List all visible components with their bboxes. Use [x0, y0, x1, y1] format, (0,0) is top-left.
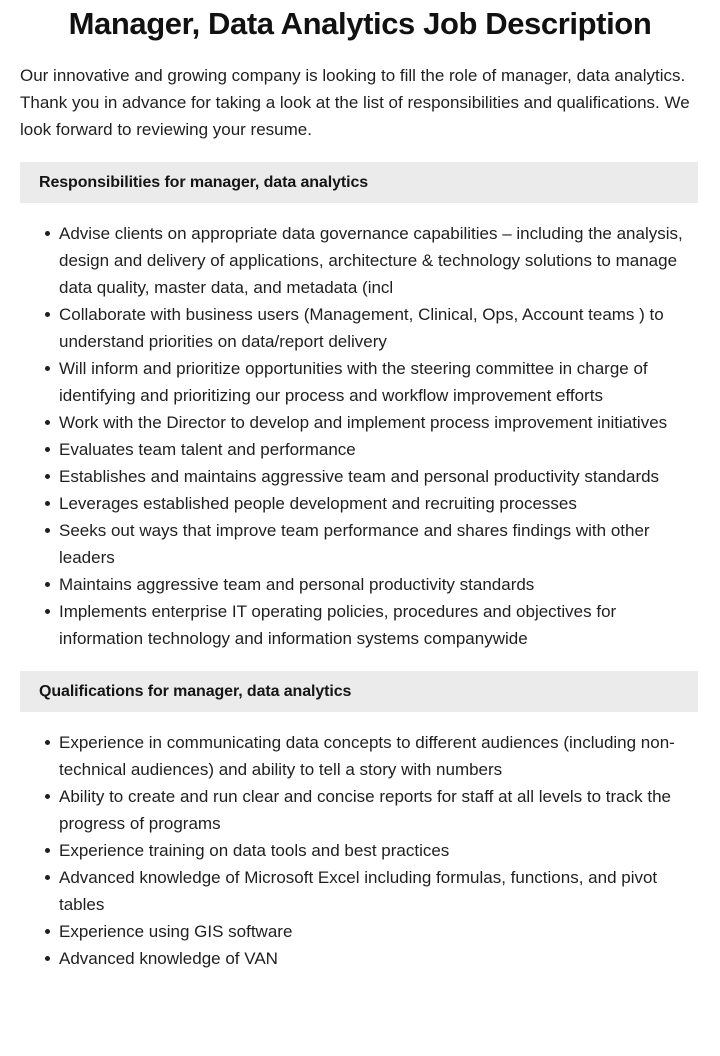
list-item: Work with the Director to develop and implement process improvement initiatives — [20, 409, 698, 436]
list-item: Advanced knowledge of VAN — [20, 945, 698, 972]
page-title: Manager, Data Analytics Job Description — [68, 6, 652, 41]
section-header-responsibilities — [20, 162, 698, 203]
list-item: Evaluates team talent and performance — [20, 436, 698, 463]
list-item: Seeks out ways that improve team performance and shares findings with other leaders — [20, 517, 698, 571]
qualifications-list — [0, 712, 720, 972]
intro-paragraph: Our innovative and growing company is looking to fill the role of manager, data analytics. Thank you in advance for taking a look at the list of responsibilities and qualifications. We look forward to reviewing your resume. — [20, 66, 690, 139]
section-heading-label: Responsibilities for manager, data analytics — [39, 173, 369, 191]
section-responsibilities — [0, 162, 720, 652]
section-heading-label: Qualifications for manager, data analytics — [39, 682, 352, 700]
list-item: Leverages established people development and recruiting processes — [20, 490, 698, 517]
list-item: Experience using GIS software — [20, 918, 698, 945]
list-item: Establishes and maintains aggressive team and personal productivity standards — [20, 463, 698, 490]
list-item: Experience training on data tools and best practices — [20, 837, 698, 864]
section-qualifications — [0, 671, 720, 972]
list-item: Experience in communicating data concepts to different audiences (including non-technical audiences) and ability to tell a story with numbers — [20, 729, 698, 783]
list-item: Will inform and prioritize opportunities with the steering committee in charge of identifying and prioritizing our process and workflow improvement efforts — [20, 355, 698, 409]
list-item: Maintains aggressive team and personal productivity standards — [20, 571, 698, 598]
section-header-qualifications — [20, 671, 698, 712]
responsibilities-list — [0, 203, 720, 652]
list-item: Advanced knowledge of Microsoft Excel including formulas, functions, and pivot tables — [20, 864, 698, 918]
list-item: Ability to create and run clear and concise reports for staff at all levels to track the progress of programs — [20, 783, 698, 837]
list-item: Advise clients on appropriate data governance capabilities – including the analysis, design and delivery of applications, architecture & technology solutions to manage data quality, master data, and metadata (incl — [20, 220, 698, 301]
list-item: Collaborate with business users (Management, Clinical, Ops, Account teams ) to understand priorities on data/report delivery — [20, 301, 698, 355]
list-item: Implements enterprise IT operating policies, procedures and objectives for information technology and information systems companywide — [20, 598, 698, 652]
